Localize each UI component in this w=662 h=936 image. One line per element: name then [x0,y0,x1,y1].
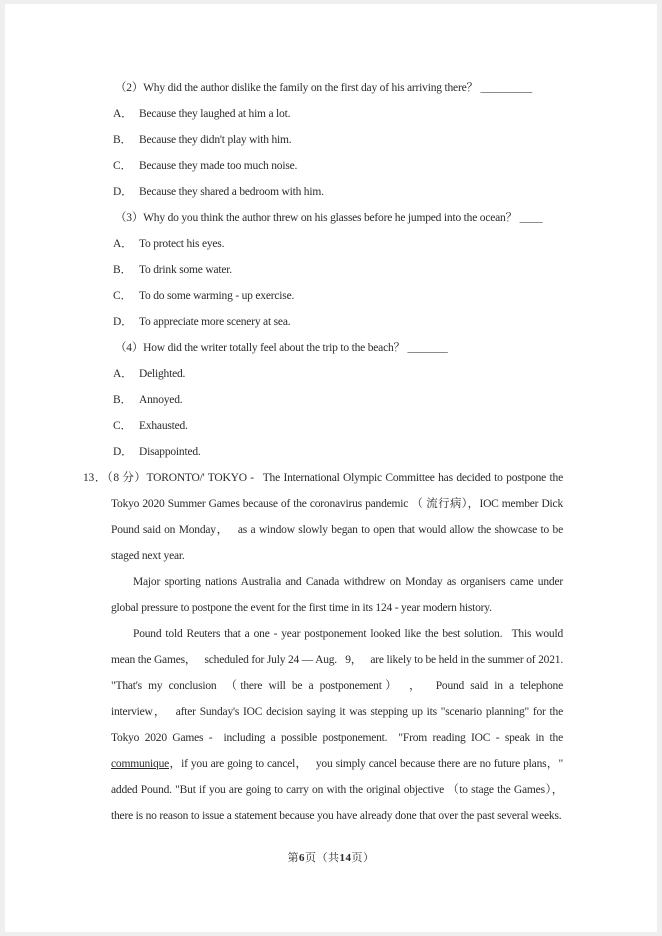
paragraph-3-text-after: ，if you are going to cancel， you simply cancel because there are no future plans，" added Pound. "But if you are going to carry on with the original objective （to stage the Games），there is no reason to issue a statement because you have already done that over the past several weeks. [111,758,563,822]
question-4-text-line [111,335,563,361]
option-row-d [111,309,563,335]
option-letter: A． [113,238,133,250]
paragraph-2-text: Major sporting nations Australia and Canada withdrew on Monday as organisers came under global pressure to postpone the event for the first time in its 124 - year modern history. [111,576,563,614]
passage-paragraph-2 [111,569,563,621]
option-letter: B． [113,394,132,406]
option-letter: A． [113,108,133,120]
option-row-c [111,413,563,439]
passage-paragraph-3 [111,621,563,829]
option-text: Because they laughed at him a lot. [139,108,291,120]
option-text: To drink some water. [139,264,232,276]
option-row-a [111,231,563,257]
option-text: To do some warming - up exercise. [139,290,295,302]
option-row-a [111,101,563,127]
option-row-b [111,387,563,413]
option-row-a [111,361,563,387]
paragraph-1-text: TORONTO/' TOKYO - The International Olympic Committee has decided to postpone the Tokyo 2020 Summer Games because of the coronavirus pandemic （ 流行病），IOC member Dick Pound said on Monday， as a window slowly began to open that would allow the showcase to be staged next year. [111,472,563,562]
option-row-b [111,127,563,153]
paragraph-3-text-before: Pound told Reuters that a one - year postponement looked like the best solution. This would mean the Games， scheduled for July 24 — Aug. 9， are likely to be held in the summer of 2021. "That's my conclusion （there will be a postponement） ， Pound said in a telephone interview， after Sunday's IOC decision saying it was stepping up its "scenario planning" for the Tokyo 2020 Games - including a possible postponement. "From reading IOC - speak in the [111,628,563,744]
option-row-d [111,439,563,465]
question-2-text: （2）Why did the author dislike the family on the first day of his arriving there？ [115,82,478,94]
question-4-text: （4）How did the writer totally feel about the trip to the beach？ [115,342,405,354]
option-text: Annoyed. [139,394,183,406]
option-text: To appreciate more scenery at sea. [139,316,291,328]
question-3-block [111,205,563,335]
option-text: Exhausted. [139,420,188,432]
option-letter: A． [113,368,133,380]
answer-blank: ____ [519,212,543,224]
option-letter: C． [113,290,132,302]
option-text: To protect his eyes. [139,238,225,250]
answer-blank: _______ [407,342,448,354]
footer-middle: 页（共 [305,852,340,864]
option-row-c [111,153,563,179]
footer-suffix: 页） [351,852,375,864]
option-text: Because they didn't play with him. [139,134,292,146]
question-3-text: （3）Why do you think the author threw on his glasses before he jumped into the ocean？ [115,212,517,224]
total-pages: 14 [339,852,352,864]
option-letter: B． [113,264,132,276]
question-2-text-line [111,75,563,101]
option-letter: C． [113,420,132,432]
reading-passage [83,465,563,829]
page-number: 6 [299,852,305,864]
option-letter: D． [113,316,133,328]
option-text: Because they made too much noise. [139,160,298,172]
page-content [83,75,563,829]
option-row-d [111,179,563,205]
option-text: Delighted. [139,368,186,380]
question-2-block [111,75,563,205]
option-letter: C． [113,160,132,172]
option-text: Because they shared a bedroom with him. [139,186,324,198]
exam-page [5,4,657,932]
question-3-text-line [111,205,563,231]
option-letter: D． [113,446,133,458]
page-footer [5,849,657,865]
option-letter: D． [113,186,133,198]
question-4-block [111,335,563,465]
option-text: Disappointed. [139,446,201,458]
answer-blank: _________ [480,82,533,94]
option-row-b [111,257,563,283]
passage-paragraph-1 [83,465,563,569]
option-letter: B． [113,134,132,146]
footer-prefix: 第 [287,852,299,864]
underlined-word: communique [111,758,170,770]
option-row-c [111,283,563,309]
item-number-label: 13．（8 分） [83,472,147,484]
